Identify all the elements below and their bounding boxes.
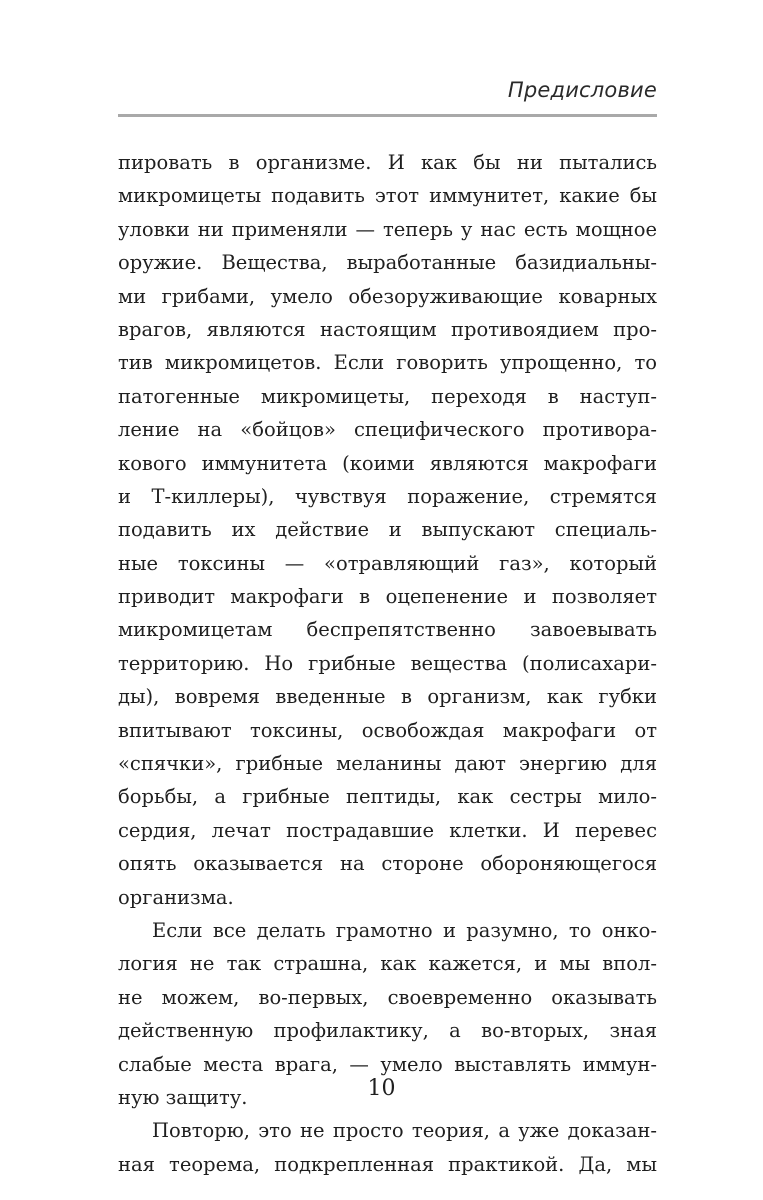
text-line: оружие. Вещества, выработанные базидиальны- — [118, 251, 657, 275]
text-line: ми грибами, умело обезоруживающие коварных — [118, 284, 657, 308]
text-line: действенную профилактику, а во-вторых, зная — [118, 1019, 657, 1043]
text-line: борьбы, а грибные пептиды, как сестры мило- — [118, 785, 657, 809]
text-line: ные токсины — «отравляющий газ», который — [118, 551, 657, 575]
page-number: 10 — [367, 1076, 396, 1101]
text-line: ды), вовремя введенные в организм, как губки — [118, 685, 657, 709]
text-line: Если все делать грамотно и разумно, то онко- — [152, 918, 657, 942]
text-line: ную защиту. — [118, 1085, 248, 1109]
running-head-title: Предисловие — [507, 78, 657, 102]
text-line: тив микромицетов. Если говорить упрощенно, то — [118, 351, 657, 375]
text-line: опять оказывается на стороне обороняющегося — [118, 852, 657, 876]
text-line: слабые места врага, — умело выставлять иммун- — [118, 1052, 657, 1076]
paragraph — [118, 146, 657, 914]
text-line: Повторю, это не просто теория, а уже доказан- — [152, 1119, 657, 1143]
text-line: ная теорема, подкрепленная практикой. Да, мы — [118, 1152, 657, 1176]
text-line: территорию. Но грибные вещества (полисахари- — [118, 651, 657, 675]
text-line: организма. — [118, 885, 234, 909]
text-line: не можем, во-первых, своевременно оказывать — [118, 985, 657, 1009]
text-line: приводит макрофаги в оцепенение и позволяет — [118, 585, 657, 609]
body-text — [118, 146, 657, 1181]
text-line: уловки ни применяли — теперь у нас есть мощное — [118, 217, 657, 241]
text-line: врагов, являются настоящим противоядием про- — [118, 317, 657, 341]
text-line: пировать в организме. И как бы ни пытались — [118, 151, 657, 174]
text-line: «спячки», грибные меланины дают энергию для — [118, 752, 657, 776]
text-line: ление на «бойцов» специфического противора- — [118, 418, 657, 442]
text-line: микромицетам беспрепятственно завоевывать — [118, 618, 657, 642]
text-line: сердия, лечат пострадавшие клетки. И перевес — [118, 818, 657, 842]
text-line: впитывают токсины, освобождая макрофаги от — [118, 718, 657, 742]
header-rule — [118, 114, 657, 117]
text-line: патогенные микромицеты, переходя в наступ- — [118, 384, 657, 408]
text-line: микромицеты подавить этот иммунитет, какие бы — [118, 184, 657, 208]
text-line: кового иммунитета (коими являются макрофаги — [118, 451, 657, 475]
paragraph — [118, 1114, 657, 1181]
text-line: логия не так страшна, как кажется, и мы впол- — [118, 952, 657, 976]
text-line: и Т-киллеры), чувствуя поражение, стремятся — [118, 484, 657, 508]
text-line: подавить их действие и выпускают специаль- — [118, 518, 657, 542]
